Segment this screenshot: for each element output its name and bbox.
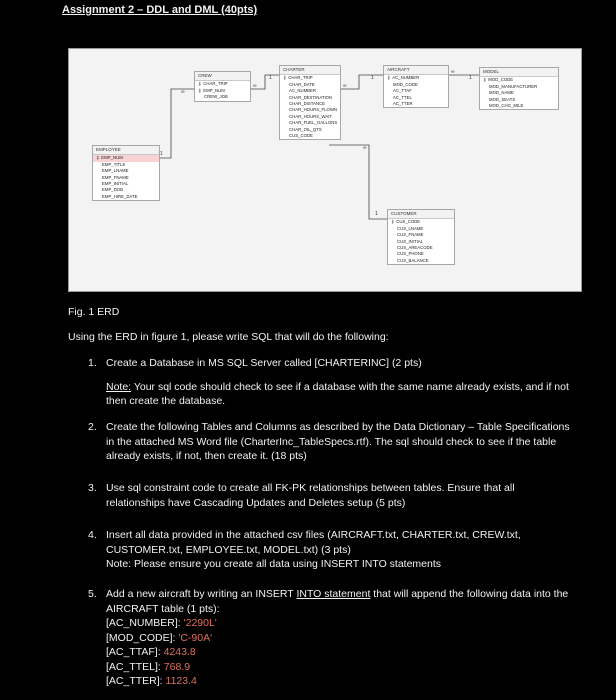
field: CUS_INITIAL	[397, 238, 424, 244]
field: CHAR_HOURS_WAIT	[289, 113, 333, 119]
note-text: Your sql code should check to see if a database with the same name already exists, and if not then create the database.	[106, 380, 569, 407]
erd-diagram	[68, 48, 582, 292]
field: CHAR_OIL_QTS	[289, 126, 322, 132]
field: AC_TTEL	[393, 94, 412, 100]
key-icon: ⚷	[96, 155, 100, 161]
field: AC_TTER	[393, 101, 413, 107]
field: EMP_HIRE_DATE	[102, 193, 138, 199]
svg-text:1: 1	[469, 75, 472, 81]
field-name: MOD_CODE	[488, 77, 514, 83]
table-aircraft	[383, 65, 449, 108]
item-number: 3.	[88, 482, 97, 494]
field-name: AC_NUMBER	[392, 75, 420, 81]
key-icon: ⚷	[387, 75, 391, 81]
table-header: CUSTOMER	[388, 210, 454, 219]
table-header: CHARTER	[280, 66, 340, 75]
value-row	[106, 674, 576, 689]
svg-text:1: 1	[375, 211, 378, 217]
item-number: 4.	[88, 529, 97, 541]
table-header: MODEL	[480, 68, 558, 77]
text-part-underlined: INTO statement	[296, 588, 371, 600]
field: CUS_PHONE	[397, 251, 424, 257]
value-key: [AC_NUMBER]:	[106, 617, 184, 629]
table-header: CREW	[195, 72, 250, 81]
item-number: 1.	[88, 357, 97, 369]
value: 'C-90A'	[178, 631, 213, 644]
table-crew	[194, 71, 251, 102]
field: AC_NUMBER	[289, 88, 316, 94]
field-name: CHAR_TRIP	[288, 75, 313, 81]
value: 1123.4	[165, 675, 197, 687]
field: CREW_JOB	[204, 94, 228, 100]
field: MOD_CODE	[393, 81, 418, 87]
field: AC_TTAF	[393, 88, 412, 94]
field-name: CHAR_TRIP	[203, 81, 228, 87]
table-customer	[387, 209, 455, 265]
svg-text:∞: ∞	[253, 83, 257, 89]
value: '2290L'	[183, 617, 217, 629]
intro-text: Using the ERD in figure 1, please write SQL that will do the following:	[68, 331, 389, 343]
field: EMP_INITIAL	[102, 181, 129, 187]
svg-text:∞: ∞	[181, 89, 185, 95]
item-text: Create a Database in MS SQL Server called [CHARTERINC] (2 pts)	[106, 357, 422, 369]
key-icon: ⚷	[198, 87, 202, 93]
item-number: 2.	[88, 421, 97, 433]
table-header: AIRCRAFT	[384, 66, 448, 75]
value-row	[106, 631, 576, 646]
field: CHAR_DISTANCE	[289, 101, 325, 107]
figure-caption: Fig. 1 ERD	[68, 306, 120, 318]
item-text: Insert all data provided in the attached csv files (AIRCRAFT.txt, CHARTER.txt, CREW.txt, CUSTOMER.txt, EMPLOYEE.txt, MODEL.txt) (3 pts)	[106, 529, 521, 556]
field: EMP_DOB	[102, 187, 124, 193]
field-name: EMP_NUM	[101, 155, 123, 161]
value-row	[106, 616, 576, 631]
table-employee	[92, 145, 160, 201]
svg-text:∞: ∞	[363, 145, 367, 151]
svg-text:1: 1	[160, 151, 163, 157]
field: MOD_NAME	[489, 90, 514, 96]
key-icon: ⚷	[391, 219, 395, 225]
value-key: [AC_TTAF]:	[106, 646, 164, 658]
field: EMP_LNAME	[102, 168, 129, 174]
svg-text:∞: ∞	[343, 83, 347, 89]
value: 4243.8	[163, 646, 196, 658]
field: MOD_MANUFACTURER	[489, 83, 538, 89]
value: 768.9	[163, 660, 191, 673]
field: MOD_SEATS	[489, 96, 516, 102]
svg-text:1: 1	[371, 75, 374, 81]
assignment-title: Assignment 2 – DDL and DML (40pts)	[62, 4, 258, 16]
field: CHAR_HOURS_FLOWN	[289, 107, 337, 113]
field: CUS_LNAME	[397, 225, 424, 231]
field: CUS_CODE	[289, 133, 313, 139]
item-text	[106, 587, 576, 616]
field-name: EMP_NUM	[203, 87, 225, 93]
value-row	[106, 645, 576, 660]
key-icon: ⚷	[283, 75, 287, 81]
item-text: Use sql constraint code to create all FK-PK relationships between tables. Ensure that all relationships have Cascading Updates and Deletes setup (5 pts)	[106, 482, 515, 509]
field: CHAR_DESTINATION	[289, 94, 333, 100]
field: EMP_FNAME	[102, 174, 129, 180]
value-key: [AC_TTER]:	[106, 675, 166, 687]
field: CUS_BALANCE	[397, 257, 429, 263]
text-part: that will append the following data into the AIRCRAFT table (1 pts):	[106, 588, 569, 615]
item-number: 5.	[88, 588, 97, 600]
field-name: CUS_CODE	[396, 219, 421, 225]
value-key: [MOD_CODE]:	[106, 631, 179, 644]
text-part: Add a new aircraft by writing an INSERT	[106, 588, 297, 600]
table-model	[479, 67, 559, 110]
rel-employee-crew	[158, 89, 194, 158]
value-key: [AC_TTEL]:	[106, 660, 164, 673]
field: CUS_AREACODE	[397, 245, 433, 251]
table-header: EMPLOYEE	[93, 146, 159, 155]
field: CUS_FNAME	[397, 232, 424, 238]
field: CHAR_FUEL_GALLONS	[289, 120, 338, 126]
svg-text:∞: ∞	[451, 69, 455, 75]
svg-text:1: 1	[269, 75, 272, 81]
field: CHAR_DATE	[289, 81, 315, 87]
item-text: Create the following Tables and Columns as described by the Data Dictionary – Table Specifications in the attached MS Word file (CharterInc_TableSpecs.rtf). The sql should check to see if the table already exists, if not, then create it. (18 pts)	[106, 421, 570, 462]
field: MOD_CHG_MILE	[489, 103, 524, 109]
item-note	[106, 380, 576, 409]
key-icon: ⚷	[483, 77, 487, 83]
table-charter	[279, 65, 341, 140]
note-label: Note:	[106, 380, 132, 393]
item-note: Note: Please ensure you create all data using INSERT INTO statements	[106, 558, 442, 570]
key-icon: ⚷	[198, 81, 202, 87]
value-row	[106, 660, 576, 675]
rel-charter-customer	[329, 145, 387, 219]
field: EMP_TITLE	[102, 161, 126, 167]
